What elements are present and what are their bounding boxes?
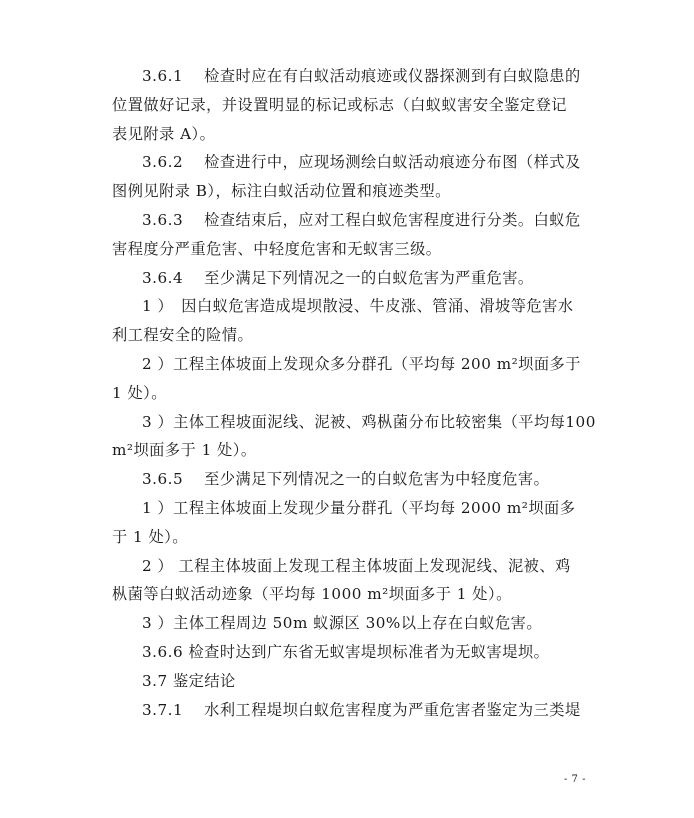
text-line: 3.7 鉴定结论 (142, 671, 236, 690)
text-line: 枞菌等白蚁活动迹象（平均每 1000 m²坝面多于 1 处）。 (112, 585, 512, 604)
text-line: 3.6.4 至少满足下列情况之一的白蚁危害为严重危害。 (142, 268, 534, 287)
text-line: 3.6.6 检查时达到广东省无蚁害堤坝标准者为无蚁害堤坝。 (142, 642, 550, 661)
text-line: 图例见附录 B），标注白蚁活动位置和痕迹类型。 (112, 182, 451, 201)
text-line: 害程度分严重危害、中轻度危害和无蚁害三级。 (112, 239, 442, 258)
text-line: 3.6.1 检查时应在有白蚁活动痕迹或仪器探测到有白蚁隐患的 (142, 67, 581, 85)
text-line: 2 ） 工程主体坡面上发现工程主体坡面上发现泥线、泥被、鸡 (142, 556, 571, 575)
text-line: 1 ） 因白蚁危害造成堤坝散浸、牛皮涨、管涌、滑坡等危害水 (142, 297, 574, 316)
text-line: 2 ）工程主体坡面上发现众多分群孔（平均每 200 m²坝面多于 (142, 354, 581, 373)
text-line: 1 ）工程主体坡面上发现少量分群孔（平均每 2000 m²坝面多 (142, 498, 576, 517)
text-line: 利工程安全的险情。 (112, 326, 254, 345)
text-line: 表见附录 A）。 (112, 124, 216, 143)
text-line: 3 ）主体工程坡面泥线、泥被、鸡枞菌分布比较密集（平均每100 (142, 412, 596, 431)
text-line: 3.7.1 水利工程堤坝白蚁危害程度为严重危害者鉴定为三类堤 (142, 700, 581, 719)
text-line: m²坝面多于 1 处）。 (112, 441, 257, 460)
text-line: 3.6.5 至少满足下列情况之一的白蚁危害为中轻度危害。 (142, 470, 550, 489)
text-line: 于 1 处）。 (112, 527, 188, 546)
text-line: 3.6.3 检查结束后，应对工程白蚁危害程度进行分类。白蚁危 (142, 210, 581, 229)
text-line: 1 处）。 (112, 383, 167, 402)
text-line: 位置做好记录，并设置明显的标记或标志（白蚁蚁害安全鉴定登记 (112, 95, 567, 114)
text-line: 3.6.2 检查进行中，应现场测绘白蚁活动痕迹分布图（样式及 (142, 153, 581, 172)
page-number: - 7 - (564, 774, 586, 785)
body-text (112, 62, 596, 724)
text-line: 3 ）主体工程周边 50m 蚁源区 30%以上存在白蚁危害。 (142, 614, 543, 633)
